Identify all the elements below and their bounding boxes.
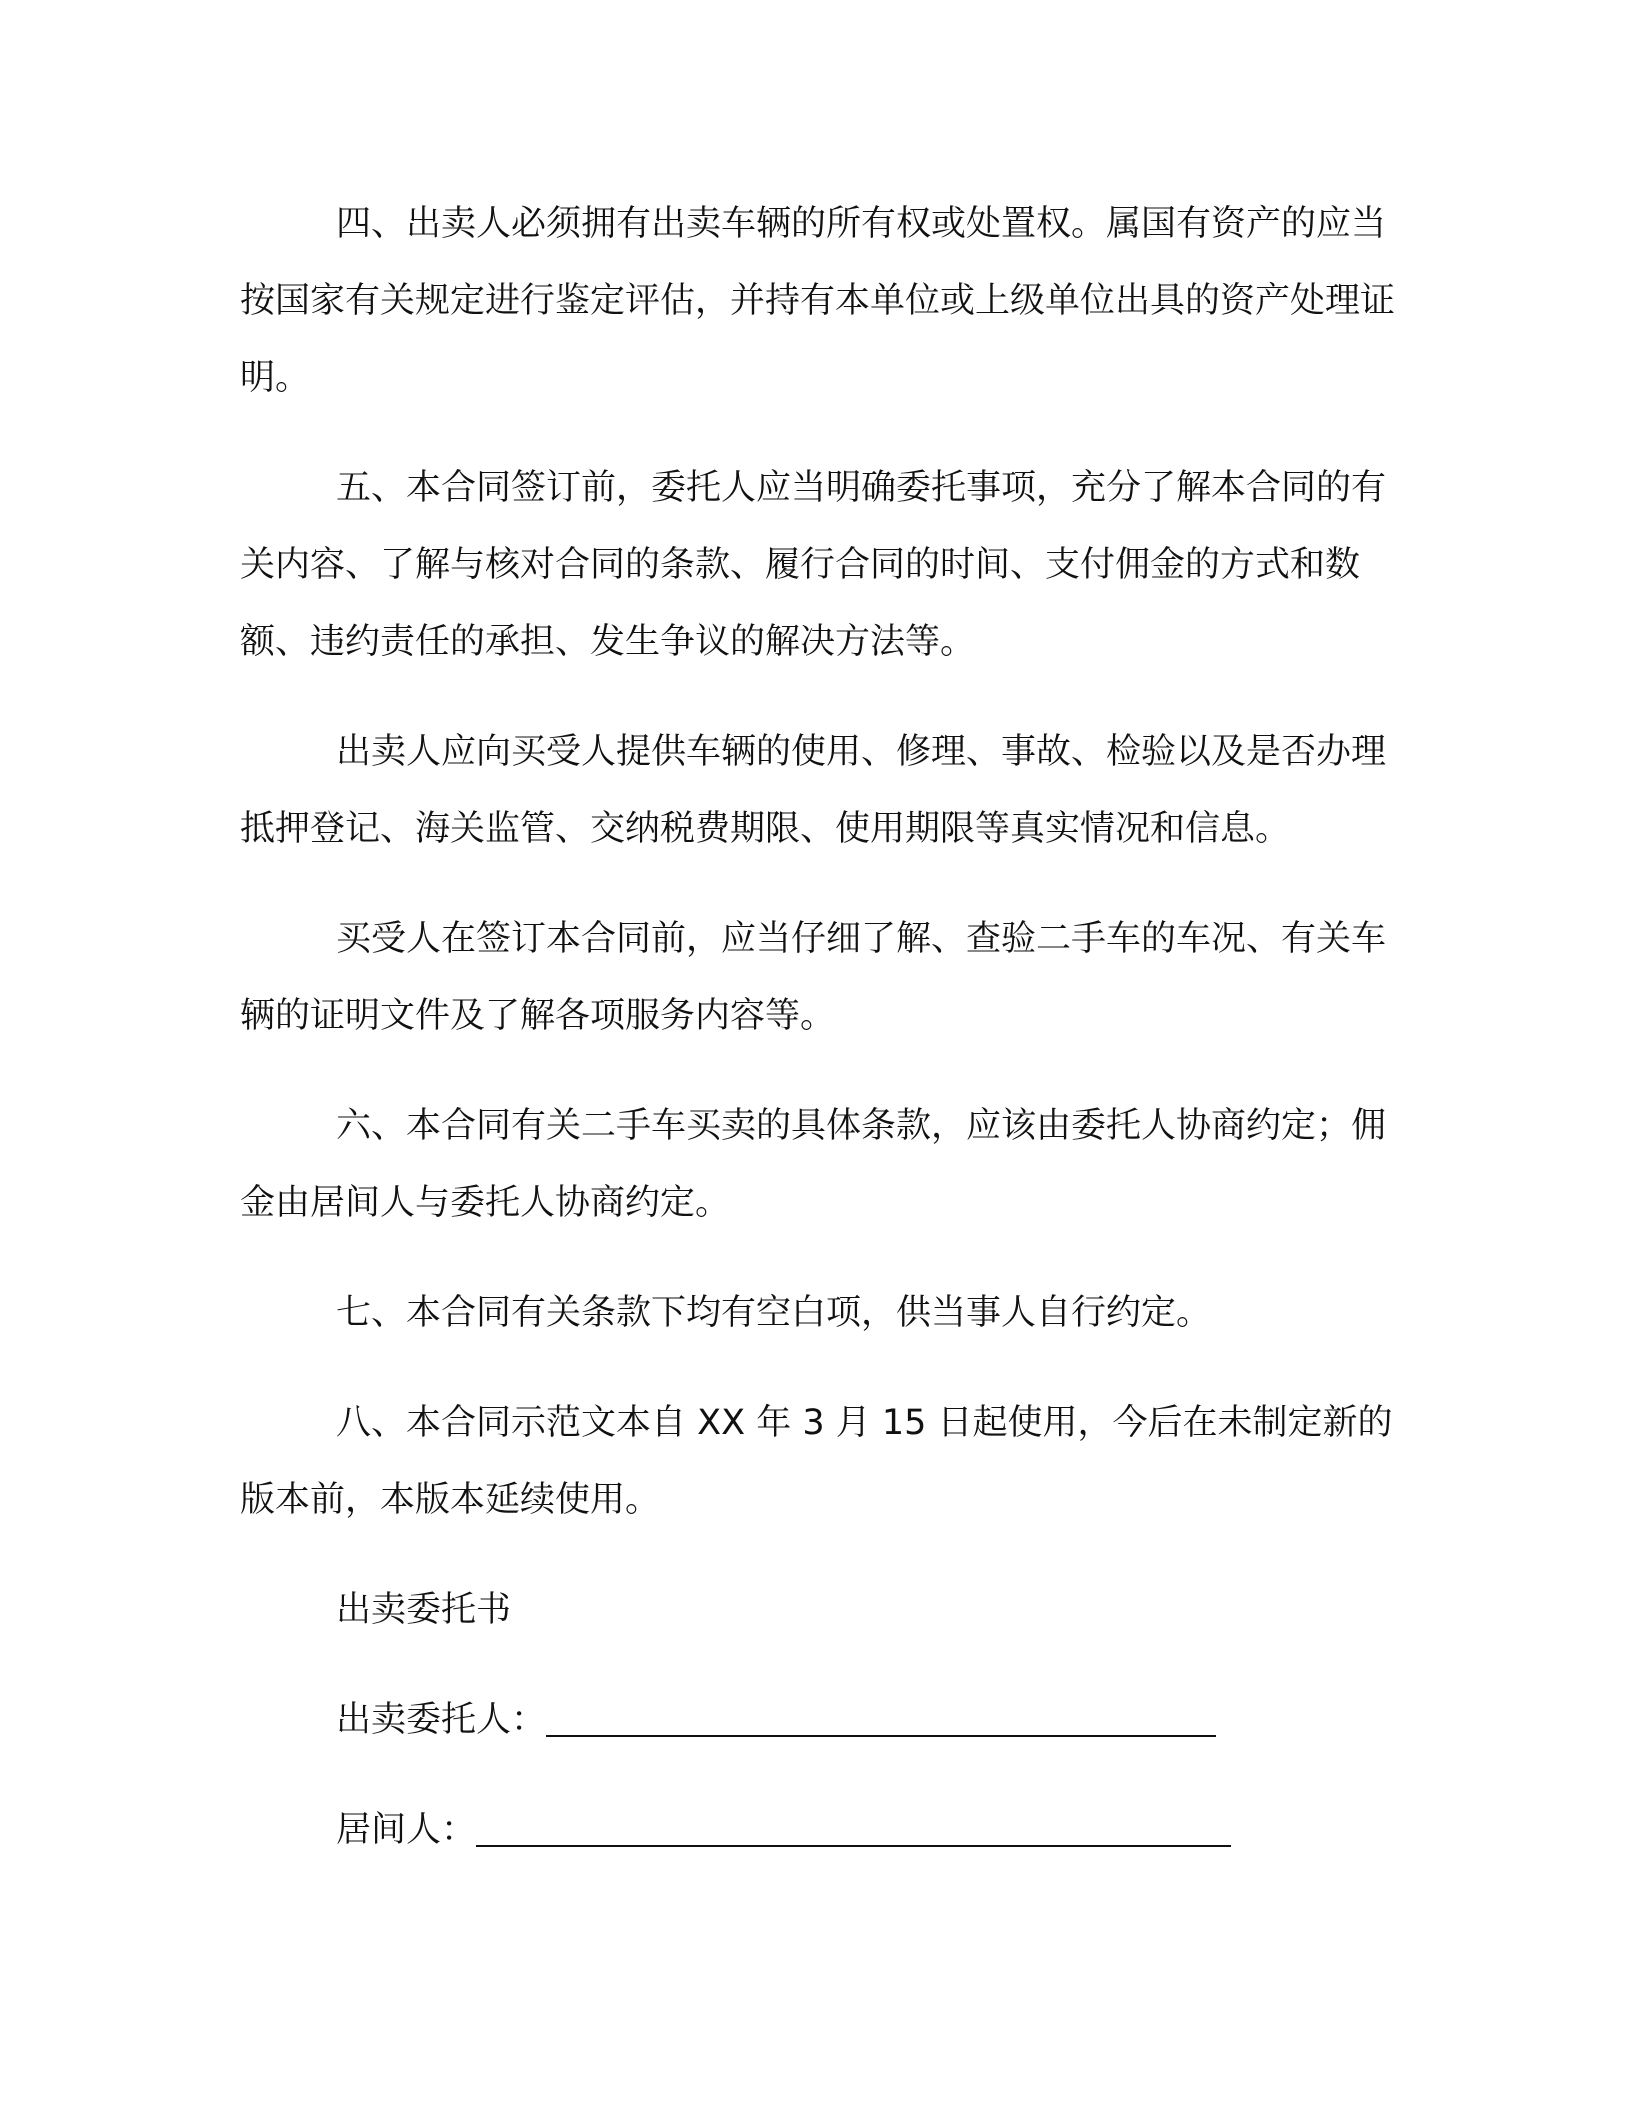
entrustment-title: 出卖委托书 [336,1590,512,1630]
seller-obligation-paragraph: 出卖人应向买受人提供车辆的使用、修理、事故、检验以及是否办理抵押登记、海关监管、交纳税费期限、使用期限等真实情况和信息。 [240,732,1387,849]
clause-six: 六、本合同有关二手车买卖的具体条款，应该由委托人协商约定；佣金由居间人与委托人协商约定。 [240,1106,1387,1223]
clause-four: 四、出卖人必须拥有出卖车辆的所有权或处置权。属国有资产的应当按国家有关规定进行鉴定评估，并持有本单位或上级单位出具的资产处理证明。 [240,204,1396,398]
seller-blank[interactable] [546,1695,1216,1737]
clause-five: 五、本合同签订前，委托人应当明确委托事项，充分了解本合同的有关内容、了解与核对合同的条款、履行合同的时间、支付佣金的方式和数额、违约责任的承担、发生争议的解决方法等。 [240,468,1387,662]
seller-label: 出卖委托人： [336,1700,547,1740]
broker-signature-line [336,1792,1410,1869]
seller-signature-line [336,1682,1410,1759]
clause-seven: 七、本合同有关条款下均有空白项，供当事人自行约定。 [336,1293,1212,1333]
buyer-obligation-paragraph: 买受人在签订本合同前，应当仔细了解、查验二手车的车况、有关车辆的证明文件及了解各项服务内容等。 [240,919,1387,1036]
broker-label: 居间人： [336,1810,477,1850]
broker-blank[interactable] [476,1805,1231,1847]
clause-eight: 八、本合同示范文本自 XX 年 3 月 15 日起使用，今后在未制定新的版本前，本版本延续使用。 [240,1403,1393,1520]
document-page [240,186,1410,1902]
